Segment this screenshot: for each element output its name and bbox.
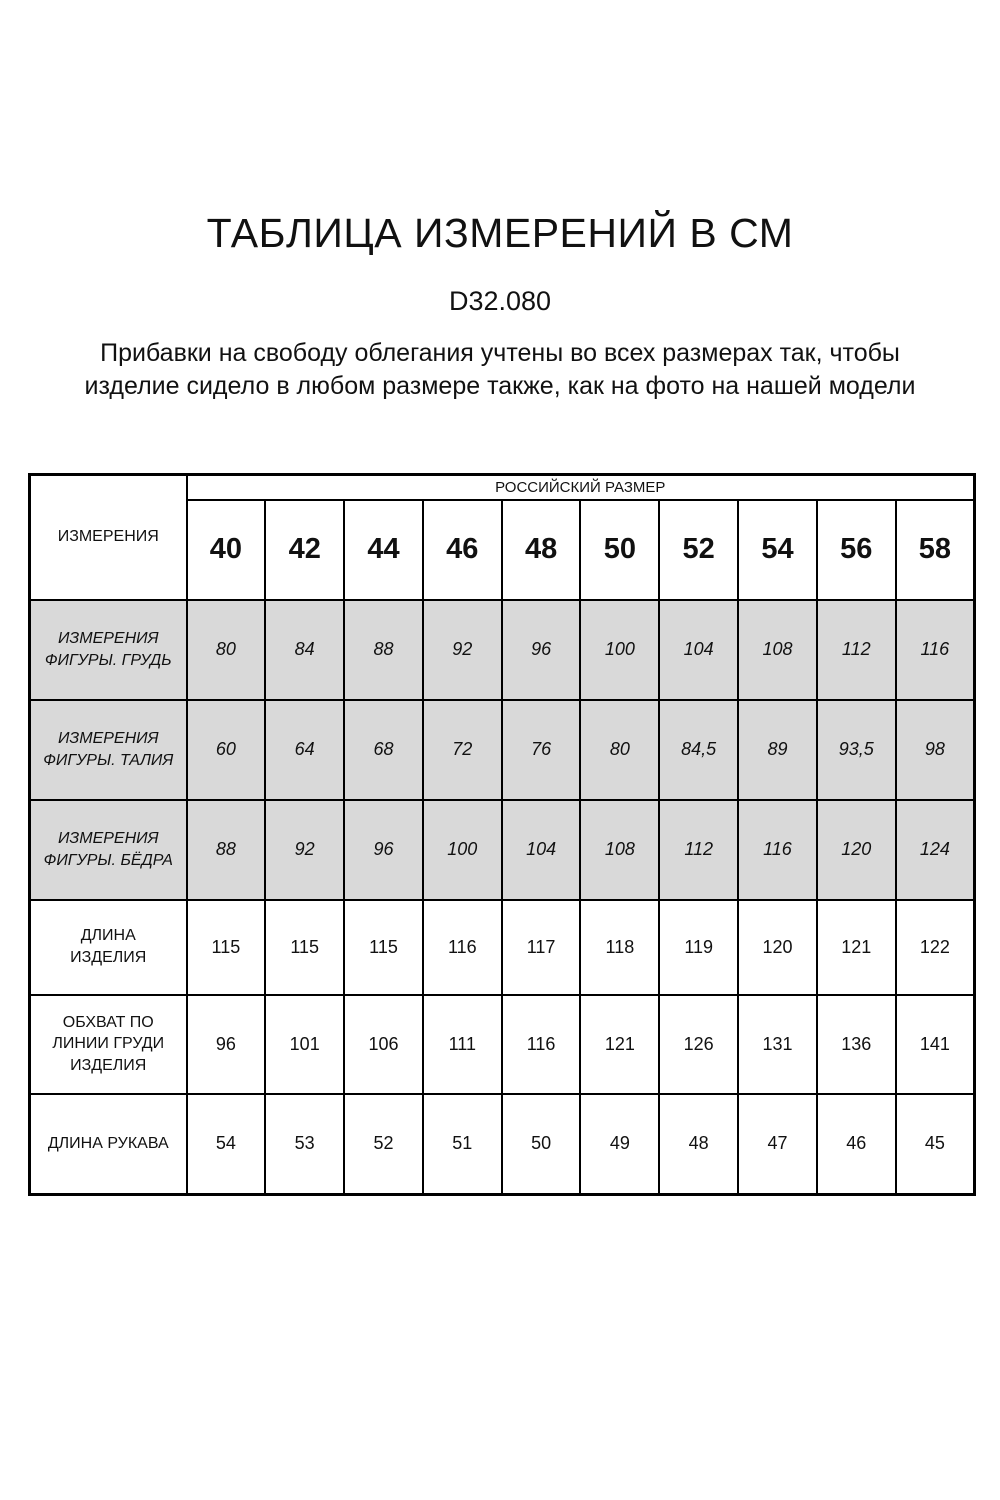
measurement-value: 92 [265, 800, 344, 900]
measurement-value: 47 [738, 1094, 817, 1195]
size-column-header: 58 [896, 500, 975, 600]
table-header [30, 475, 975, 600]
row-label: ИЗМЕРЕНИЯ ФИГУРЫ. ГРУДЬ [30, 600, 187, 700]
measurement-value: 124 [896, 800, 975, 900]
header-row-group [30, 475, 975, 500]
measurement-value: 100 [423, 800, 502, 900]
row-label: ДЛИНА ИЗДЕЛИЯ [30, 900, 187, 995]
table-row [30, 900, 975, 995]
measurement-value: 96 [187, 995, 266, 1094]
measurement-value: 96 [502, 600, 581, 700]
measurement-value: 119 [659, 900, 738, 995]
measurement-value: 121 [817, 900, 896, 995]
fit-note [0, 337, 1000, 403]
measurement-value: 92 [423, 600, 502, 700]
measurement-value: 104 [502, 800, 581, 900]
measurement-value: 120 [738, 900, 817, 995]
measurement-value: 80 [580, 700, 659, 800]
measurement-value: 116 [423, 900, 502, 995]
fit-note-line-2: изделие сидело в любом размере также, как на фото на нашей модели [84, 372, 916, 400]
size-group-header: РОССИЙСКИЙ РАЗМЕР [187, 475, 975, 500]
measurement-value: 51 [423, 1094, 502, 1195]
measurement-value: 116 [738, 800, 817, 900]
measurement-value: 100 [580, 600, 659, 700]
measurement-value: 120 [817, 800, 896, 900]
measurement-value: 141 [896, 995, 975, 1094]
page-title: ТАБЛИЦА ИЗМЕРЕНИЙ В СМ [206, 210, 794, 256]
measurement-value: 84 [265, 600, 344, 700]
measurement-value: 88 [187, 800, 266, 900]
measurement-value: 116 [896, 600, 975, 700]
size-column-header: 42 [265, 500, 344, 600]
table-row [30, 700, 975, 800]
measurement-value: 64 [265, 700, 344, 800]
measurement-value: 104 [659, 600, 738, 700]
measurement-value: 106 [344, 995, 423, 1094]
row-label: ИЗМЕРЕНИЯ ФИГУРЫ. ТАЛИЯ [30, 700, 187, 800]
measurement-value: 89 [738, 700, 817, 800]
product-code: D32.080 [448, 286, 552, 316]
fit-note-line-1: Прибавки на свободу облегания учтены во всех размерах так, чтобы [100, 339, 900, 367]
measurement-value: 108 [580, 800, 659, 900]
measurement-value: 122 [896, 900, 975, 995]
measurement-value: 84,5 [659, 700, 738, 800]
measurement-value: 96 [344, 800, 423, 900]
measurement-value: 98 [896, 700, 975, 800]
measurement-value: 93,5 [817, 700, 896, 800]
measurement-value: 101 [265, 995, 344, 1094]
table-row [30, 600, 975, 700]
measurement-value: 121 [580, 995, 659, 1094]
measurement-value: 48 [659, 1094, 738, 1195]
measurement-value: 115 [344, 900, 423, 995]
measurement-value: 50 [502, 1094, 581, 1195]
measurement-value: 68 [344, 700, 423, 800]
row-label: ОБХВАТ ПО ЛИНИИ ГРУДИ ИЗДЕЛИЯ [30, 995, 187, 1094]
measurement-value: 115 [265, 900, 344, 995]
corner-header: ИЗМЕРЕНИЯ [30, 475, 187, 600]
size-column-header: 46 [423, 500, 502, 600]
measurement-value: 72 [423, 700, 502, 800]
row-label: ДЛИНА РУКАВА [30, 1094, 187, 1195]
measurement-value: 116 [502, 995, 581, 1094]
measurement-value: 49 [580, 1094, 659, 1195]
row-label: ИЗМЕРЕНИЯ ФИГУРЫ. БЁДРА [30, 800, 187, 900]
measurement-value: 131 [738, 995, 817, 1094]
measurement-value: 80 [187, 600, 266, 700]
measurement-value: 117 [502, 900, 581, 995]
measurement-value: 46 [817, 1094, 896, 1195]
measurement-value: 111 [423, 995, 502, 1094]
measurements-table [28, 473, 976, 1196]
measurement-value: 52 [344, 1094, 423, 1195]
size-column-header: 54 [738, 500, 817, 600]
measurement-value: 76 [502, 700, 581, 800]
measurement-value: 54 [187, 1094, 266, 1195]
size-column-header: 50 [580, 500, 659, 600]
measurement-value: 118 [580, 900, 659, 995]
measurement-value: 136 [817, 995, 896, 1094]
table-row [30, 995, 975, 1094]
size-column-header: 52 [659, 500, 738, 600]
measurement-value: 60 [187, 700, 266, 800]
size-column-header: 48 [502, 500, 581, 600]
measurement-value: 112 [659, 800, 738, 900]
table-row [30, 1094, 975, 1195]
table-body [30, 600, 975, 1195]
measurement-value: 112 [817, 600, 896, 700]
measurement-value: 126 [659, 995, 738, 1094]
measurement-value: 108 [738, 600, 817, 700]
measurement-value: 45 [896, 1094, 975, 1195]
measurement-value: 115 [187, 900, 266, 995]
size-column-header: 40 [187, 500, 266, 600]
measurement-value: 53 [265, 1094, 344, 1195]
size-column-header: 44 [344, 500, 423, 600]
table-row [30, 800, 975, 900]
size-column-header: 56 [817, 500, 896, 600]
measurement-value: 88 [344, 600, 423, 700]
